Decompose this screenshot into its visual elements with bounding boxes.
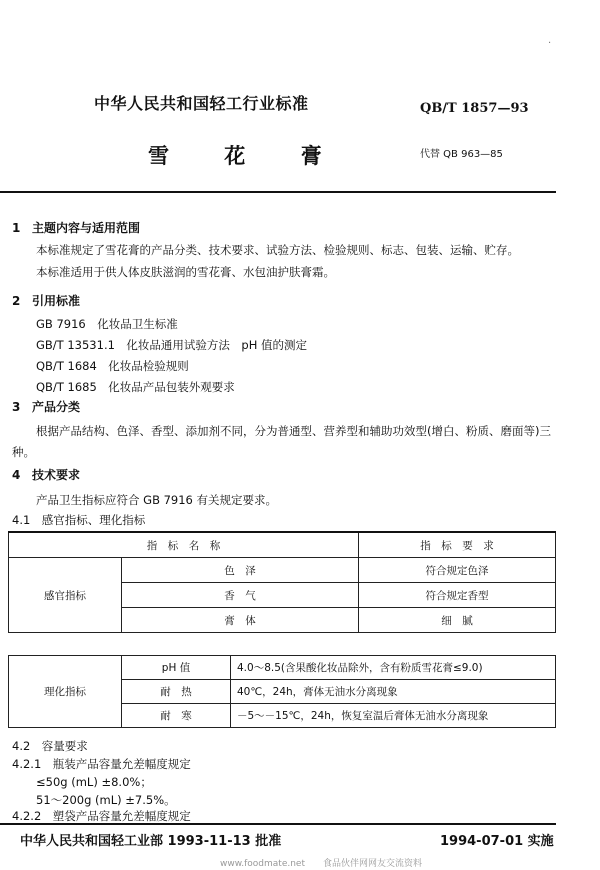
indicator-name: 耐 寒	[122, 704, 231, 728]
section-title: 主题内容与适用范围	[32, 221, 141, 235]
section-title: 技术要求	[32, 468, 81, 482]
indicator-name: 色 泽	[122, 558, 359, 583]
physchem-table	[8, 655, 556, 728]
indicator-requirement: 4.0～8.5(含果酸化妆品除外，含有粉质雪花膏≤9.0)	[231, 656, 556, 680]
effective-date: 1994-07-01 实施	[440, 834, 554, 849]
paragraph: 本标准规定了雪花膏的产品分类、技术要求、试验方法、检验规则、标志、包装、运输、贮存。	[36, 243, 519, 257]
table-row	[9, 656, 556, 680]
table-header-row	[9, 532, 556, 558]
reference-name: 化妆品产品包装外观要求	[108, 380, 235, 394]
reference-code: QB/T 1685	[36, 380, 97, 394]
sensory-table	[8, 531, 556, 633]
section-3-heading	[12, 398, 80, 415]
paragraph: 根据产品结构、色泽、香型、添加剂不同，分为普通型、营养型和辅助功效型(增白、粉质、磨面等)三种。	[12, 424, 551, 459]
section-number: 3	[12, 400, 21, 414]
column-header: 指 标 要 求	[359, 532, 556, 558]
header-rule	[0, 191, 556, 193]
corner-mark: ·	[548, 38, 552, 49]
reference-code: GB/T 13531.1	[36, 338, 115, 352]
reference-item	[36, 358, 189, 374]
section-4-heading	[12, 466, 80, 483]
section-number: 4	[12, 468, 21, 482]
reference-item	[36, 379, 235, 395]
indicator-name: 香 气	[122, 583, 359, 608]
table-row	[9, 558, 556, 583]
approval-line: 中华人民共和国轻工业部 1993-11-13 批准	[20, 834, 282, 849]
section-1-heading	[12, 219, 140, 236]
paragraph: 本标准适用于供人体皮肤滋润的雪花膏、水包油护肤膏霜。	[36, 265, 335, 279]
watermark: www.foodmate.net 食品伙伴网网友交流资料	[220, 859, 422, 869]
subsection-heading: 4.2 容量要求	[12, 739, 88, 753]
subsection-heading: 4.1 感官指标、理化指标	[12, 513, 146, 527]
section-number: 1	[12, 221, 21, 235]
reference-code: QB/T 1684	[36, 359, 97, 373]
subsection-heading: 4.2.2 塑袋产品容量允差幅度规定	[12, 809, 191, 823]
indicator-name: 耐 热	[122, 680, 231, 704]
indicator-requirement: 符合规定色泽	[359, 558, 556, 583]
column-header: 指 标 名 称	[9, 532, 359, 558]
reference-name: 化妆品卫生标准	[97, 317, 178, 331]
group-cell: 感官指标	[9, 558, 122, 633]
section-title: 引用标准	[32, 294, 81, 308]
indicator-name: pH 值	[122, 656, 231, 680]
tolerance-line: ≤50g (mL) ±8.0%；	[36, 775, 152, 789]
reference-code: GB 7916	[36, 317, 86, 331]
section-2-heading	[12, 292, 80, 309]
reference-name: 化妆品检验规则	[108, 359, 189, 373]
indicator-requirement: －5～－15℃，24h，恢复室温后膏体无油水分离现象	[231, 704, 556, 728]
reference-item	[36, 337, 307, 353]
section-title: 产品分类	[32, 400, 81, 414]
reference-item	[36, 316, 178, 332]
group-cell: 理化指标	[9, 656, 122, 728]
standard-code: QB/T 1857—93	[420, 101, 529, 116]
tolerance-line: 51～200g (mL) ±7.5%。	[36, 793, 176, 807]
indicator-requirement: 细 腻	[359, 608, 556, 633]
section-number: 2	[12, 294, 21, 308]
footer-rule	[0, 823, 556, 825]
indicator-name: 膏 体	[122, 608, 359, 633]
reference-name: 化妆品通用试验方法 pH 值的测定	[126, 338, 308, 352]
indicator-requirement: 符合规定香型	[359, 583, 556, 608]
organization-title: 中华人民共和国轻工行业标准	[94, 94, 309, 113]
indicator-requirement: 40℃，24h，膏体无油水分离现象	[231, 680, 556, 704]
replaces-note: 代替 QB 963—85	[420, 149, 503, 160]
document-title: 雪 花 膏	[148, 144, 346, 168]
subsection-heading: 4.2.1 瓶装产品容量允差幅度规定	[12, 757, 191, 771]
paragraph: 产品卫生指标应符合 GB 7916 有关规定要求。	[36, 493, 278, 507]
